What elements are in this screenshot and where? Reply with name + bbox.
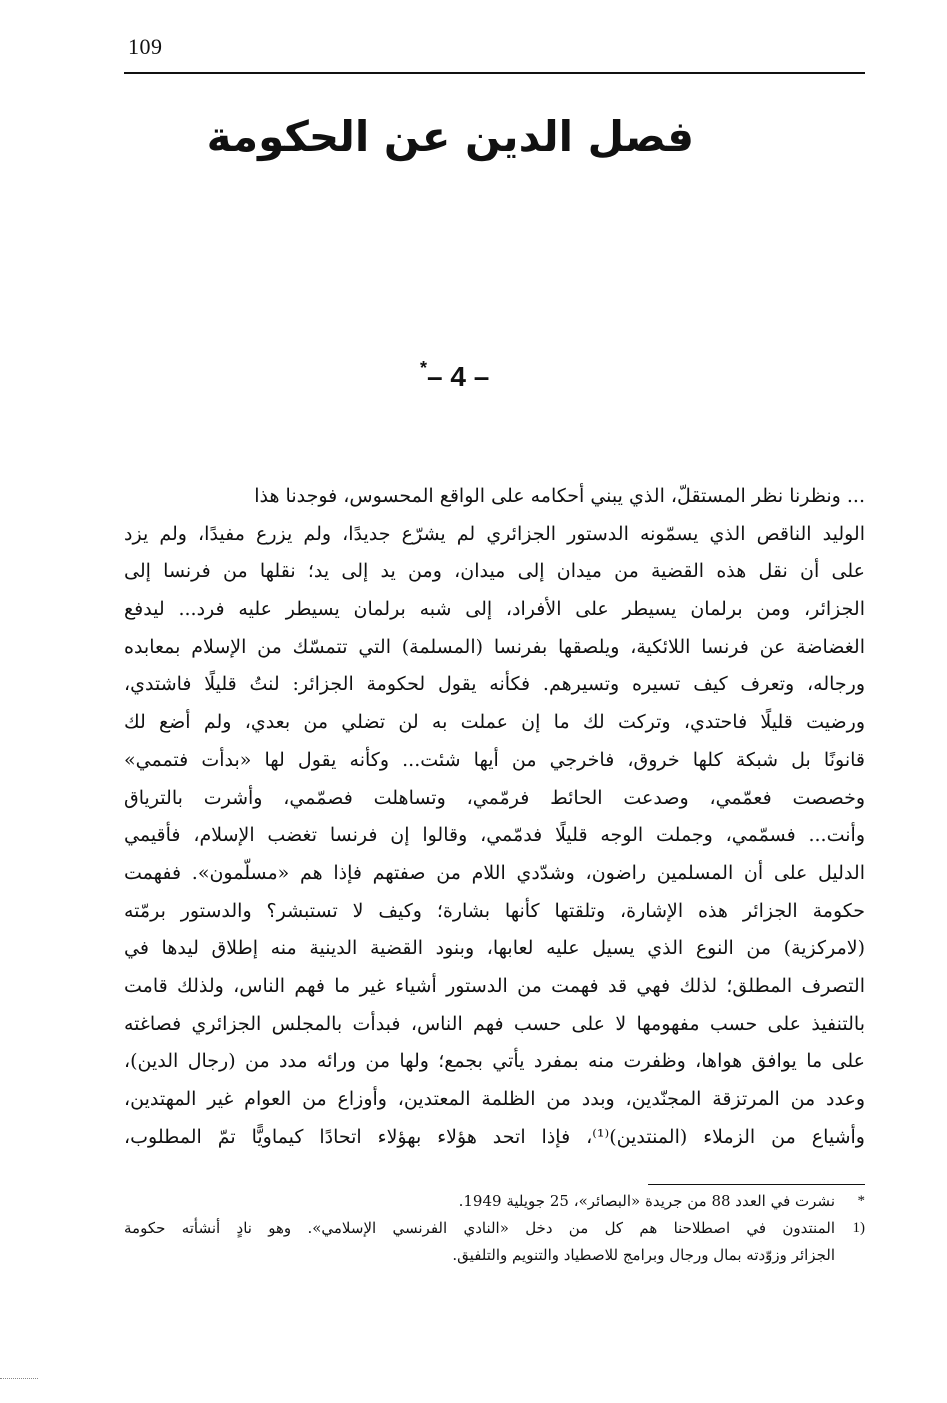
footnote-marker: (1 — [852, 1220, 865, 1236]
body-line: الدليل على أن المسلمين راضون، وشدّدي اللام من صفتهم فإذا هم «مسلّمون». ففهمت — [124, 861, 865, 884]
footnotes — [124, 1188, 865, 1269]
header-rule — [124, 72, 865, 74]
body-line: حكومة الجزائر هذه الإشارة، وتلقتها كأنها بشارة؛ وكيف لا تستبشر؟ والدستور برمّته — [124, 899, 865, 922]
footnote-marker: * — [857, 1193, 865, 1209]
footnote-line: المنتدون في اصطلاحنا هم كل من دخل «النادي الفرنسي الإسلامي». وهو نادٍ أنشأته حكومة — [124, 1219, 835, 1237]
body-line: وأنت... فسمّمي، وجملت الوجه قليلًا فدمّمي، وقالوا إن فرنسا تغضب الإسلام، فأقيمي — [124, 824, 865, 847]
body-line: (لامركزية) من النوع الذي يسيل عليه لعابها، وبنود القضية الدينية منه إطلاق ليدها في — [124, 937, 865, 960]
body-line: التصرف المطلق؛ لذلك فهي قد فهمت من الدستور أشياء غير ما فهم الناس، ولذلك قامت — [124, 974, 865, 997]
body-line: على ما يوافق هواها، وظفرت منه بمفرد يأتي بجمع؛ ولها من ورائه مدد من (رجال الدين)، — [124, 1050, 865, 1073]
body-line: وأشياع من الزملاء (المنتدين)⁽¹⁾، فإذا اتحد هؤلاء بهؤلاء اتحادًا كيماويًّا تمّ المطلوب، — [124, 1125, 865, 1148]
footnote-line: الجزائر وزوّدته بمال ورجال وبرامج للاصطياد والتنويم والتلفيق. — [452, 1246, 835, 1264]
body-line: وعدد من المرتزقة المجنّدين، وبدد من الظلمة المعتدين، وأوزاع من العوام غير المهتدين، — [124, 1088, 865, 1110]
body-line: ... ونظرنا نظر المستقلّ، الذي يبني أحكامه على الواقع المحسوس، فوجدنا هذا — [254, 485, 865, 507]
footnote-text — [124, 1188, 835, 1215]
chapter-title: فصل الدين عن الحكومة — [206, 112, 694, 161]
footnote-text — [124, 1215, 835, 1269]
body-line: قانونًا بل شبكة كلها خروق، فاخرجي من أيها شئت... وكأنه يقول لها «بدأت فتممي» — [124, 748, 865, 771]
body-line: بالتنفيذ على حسب مفهومها لا على حسب فهم الناس، فبدأت بالمجلس الجزائري فصاغته — [124, 1012, 865, 1035]
footnote — [124, 1188, 865, 1215]
body-line: وخصصت فعمّمي، وصدعت الحائط فرمّمي، وتساهلت فصمّمي، وأشرت بالترياق — [124, 786, 865, 809]
body-text — [124, 478, 865, 1156]
body-line: الغضاضة عن فرنسا اللائكية، ويلصقها بفرنسا (المسلمة) التي تتمسّك من الإسلام بمعابده — [124, 635, 865, 658]
section-heading — [420, 358, 580, 393]
footnote-rule — [648, 1184, 865, 1185]
footnote-line: نشرت في العدد 88 من جريدة «البصائر»، 25 جويلية 1949. — [458, 1192, 835, 1210]
section-footnote-marker: * — [420, 358, 428, 378]
footnote — [124, 1215, 865, 1269]
body-line: ورجاله، وتعرف كيف تسيره وتسيرهم. فكأنه يقول لحكومة الجزائر: لنتُ قليلًا فاشتدي، — [124, 673, 865, 696]
scan-edge-mark — [0, 1378, 38, 1379]
body-line: على أن نقل هذه القضية من ميدان إلى ميدان، ومن يد إلى يد؛ نقلها من فرنسا إلى — [124, 560, 865, 583]
section-number: – 4 – — [427, 361, 490, 392]
body-line: الجزائر، ومن برلمان يسيطر على الأفراد، إلى شبه برلمان يسيطر عليه فرد... ليدفع — [124, 598, 865, 621]
page-number: 109 — [128, 34, 163, 59]
body-line: ورضيت قليلًا فاحتدي، وتركت لك ما إن عملت به لن تضلي من بعدي، ولم أضع لك — [124, 711, 865, 734]
body-line: الوليد الناقص الذي يسمّونه الدستور الجزائري لم يشرّع جديدًا، ولم يزرع مفيدًا، ولم يزد — [124, 522, 865, 545]
